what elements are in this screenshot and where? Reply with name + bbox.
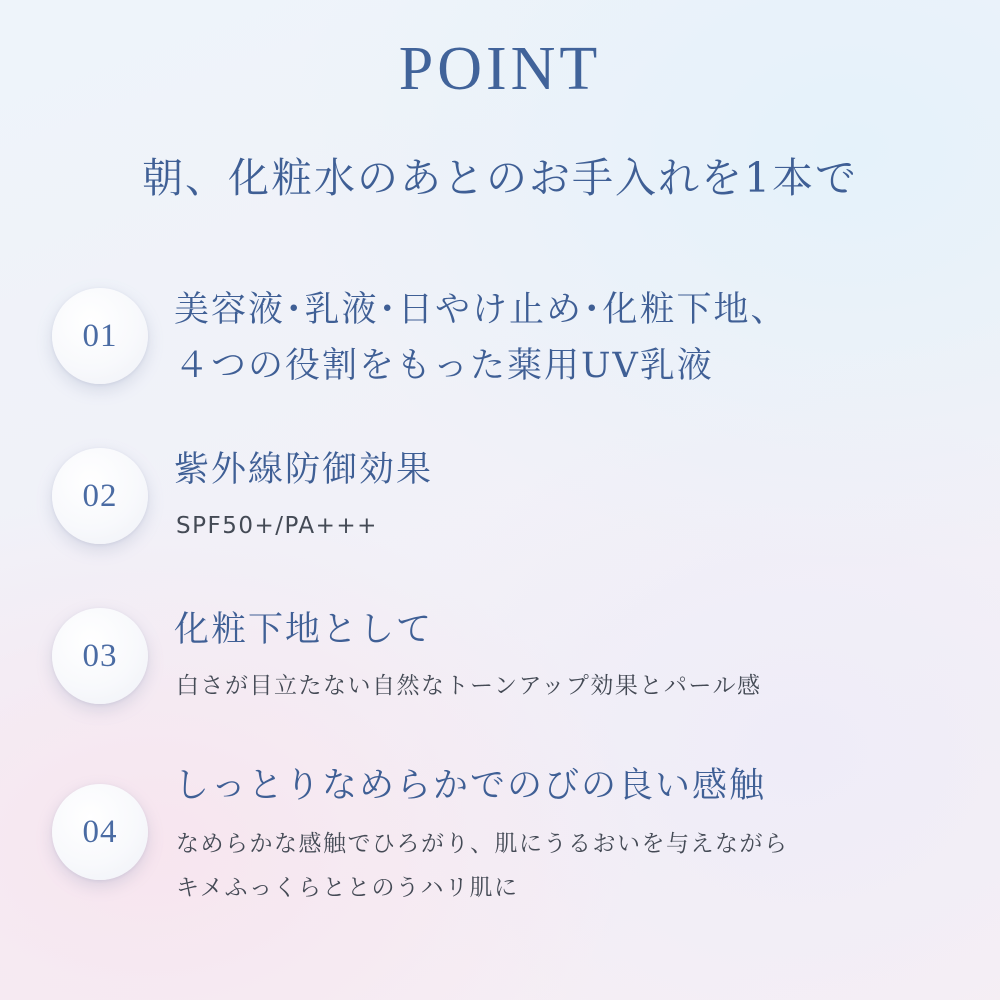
point-title-line: 紫外線防御効果 (174, 450, 434, 490)
page-title: POINT (398, 35, 602, 103)
point-number: 04 (82, 813, 118, 850)
point-number-badge (52, 784, 148, 880)
point-description-line: なめらかな感触でひろがり、肌にうるおいを与えながら (176, 831, 789, 857)
point-description-line: 白さが目立たない自然なトーンアップ効果とパール感 (176, 673, 762, 699)
point-number: 01 (82, 317, 118, 354)
page-subtitle: 朝、化粧水のあとのお手入れを1本で (141, 154, 859, 202)
point-number: 03 (82, 637, 118, 674)
point-description-line: SPF50+/PA+++ (176, 513, 378, 539)
point-number: 02 (82, 477, 118, 514)
point-title-line: ４つの役割をもった薬用UV乳液 (174, 346, 714, 386)
point-number-badge (52, 288, 148, 384)
point-number-badge (52, 608, 148, 704)
point-number-badge (52, 448, 148, 544)
point-title-line: 美容液･乳液･日やけ止め･化粧下地、 (174, 290, 788, 330)
point-title-line: しっとりなめらかでのびの良い感触 (174, 766, 767, 806)
point-title-line: 化粧下地として (174, 610, 434, 650)
point-description-line: キメふっくらととのうハリ肌に (176, 875, 519, 901)
